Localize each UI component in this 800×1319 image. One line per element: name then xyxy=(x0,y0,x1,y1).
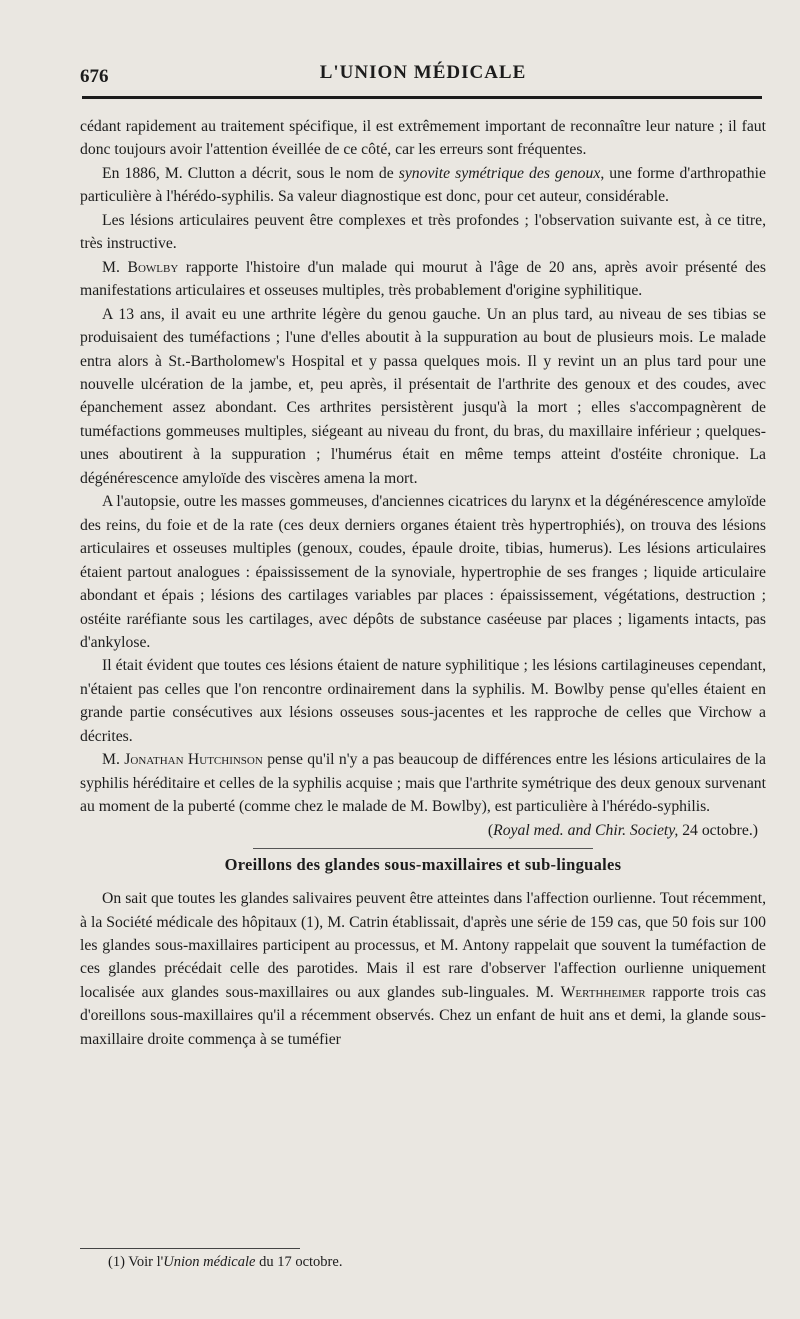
text-run: , une forme d'arthropathie particulière à l'hérédo-syphilis. Sa valeur diagnostique est donc, pour cet auteur, considérable. xyxy=(80,164,766,206)
author-name: Werthheimer xyxy=(560,983,646,1001)
author-name: Bowlby xyxy=(127,258,179,276)
paragraph: cédant rapidement au traitement spécifique, il est extrêmement important de reconnaître leur nature ; il faut donc toujours avoir l'attention éveillée de ce côté, car les erreurs sont fréquentes. xyxy=(80,118,766,159)
text-run: (1) Voir l' xyxy=(108,1254,164,1270)
paragraph xyxy=(80,887,766,1051)
footnote-rule xyxy=(80,1248,300,1249)
paragraph xyxy=(80,256,766,303)
text-run: M. xyxy=(102,751,125,769)
source-citation xyxy=(80,819,766,842)
paragraph xyxy=(80,748,766,818)
paragraph: Il était évident que toutes ces lésions étaient de nature syphilitique ; les lésions cartilagineuses cependant, n'étaient pas celles que l'on rencontre ordinairement dans la syphilis. M. Bowlby pense qu'elles étaient en grande partie consécutives aux lésions osseuses sous-jacentes et les rapproche de celles que Virchow a décrites. xyxy=(80,657,766,745)
paragraph: A 13 ans, il avait eu une arthrite légère du genou gauche. Un an plus tard, au niveau de ses tibias se produisaient des tuméfactions ; l'une d'elles aboutit à la suppuration au bout de plusieurs mois. Le malade entra alors à St.-Bartholomew's Hospital et y passa quelques mois. Il y revint un an plus tard pour une nouvelle ulcération de la jambe, et, peu après, il présentait de l'arthrite des genoux et des coudes, avec épanchement assez abondant. Ces arthrites persistèrent jusqu'à la mort ; elles s'accompagnèrent de tuméfactions gommeuses multiples, siégeant au niveau du front, du bras, du maxillaire inférieur ; quelques-unes aboutirent à la suppuration ; l'humérus était en même temps atteint d'ostéite chronique. La dégénérescence amyloïde des viscères amena la mort. xyxy=(80,305,766,487)
text-run: rapporte l'histoire d'un malade qui mourut à l'âge de 20 ans, après avoir présenté des manifestations articulaires et osseuses multiples, très probablement d'origine syphilitique. xyxy=(80,258,766,300)
paragraph: Les lésions articulaires peuvent être complexes et très profondes ; l'observation suivante est, à ce titre, très instructive. xyxy=(80,211,766,253)
article-body xyxy=(80,115,766,1051)
section-heading: Oreillons des glandes sous-maxillaires et sub-linguales xyxy=(224,855,622,875)
text-run: En 1886, M. Clutton a décrit, sous le nom de xyxy=(102,164,399,182)
author-name: Jonathan Hutchinson xyxy=(124,751,263,769)
page-number: 676 xyxy=(80,66,109,87)
running-title: L'UNION MÉDICALE xyxy=(319,62,527,83)
text-run: On sait que toutes les glandes salivaires peuvent être atteintes dans l'affection ourlienne. Tout récemment, à la Société médicale des hôpitaux (1), M. Catrin établissait, d'après une série de 159 cas, que 50 fois sur 100 les glandes sous-maxillaires participent au processus, et M. Antony rappelait que souvent la tuméfaction de ces glandes précédait celle des parotides. Mais il est rare d'observer l'affection ourlienne uniquement localisée aux glandes sous-maxillaires ou aux glandes sub-linguales. M. xyxy=(80,890,766,1001)
italic-source: Royal med. and Chir. Society, xyxy=(493,821,679,839)
section-divider xyxy=(253,848,593,849)
text-run: M. xyxy=(102,258,128,276)
page-header xyxy=(80,52,766,86)
text-run: ( xyxy=(487,821,494,839)
text-run: 24 octobre.) xyxy=(678,821,758,839)
paragraph: A l'autopsie, outre les masses gommeuses, d'anciennes cicatrices du larynx et la dégénérescence amyloïde des reins, du foie et de la rate (ces deux derniers organes étaient très hypertrophiés), on trouva des lésions articulaires et osseuses multiples (genoux, coudes, épaule droite, tibias, humerus). Les lésions articulaires étaient partout analogues : épaississement de la synoviale, hypertrophie de ses franges ; liquide articulaire abondant et épais ; lésions des cartilages variables par places : épaississement, végétations, destruction ; ostéite raréfiante sous les cartilages, avec dépôts de substance caséeuse par places ; ligaments intacts, pas d'ankylose. xyxy=(80,493,766,651)
header-rule xyxy=(82,96,762,99)
italic-term: synovite symétrique des genoux xyxy=(398,164,601,182)
text-run: rapporte trois cas d'oreillons sous-maxillaires qu'il a récemment observés. Chez un enfant de huit ans et demi, la glande sous-maxillaire droite commença à se tuméfier xyxy=(80,983,766,1048)
footnote xyxy=(108,1254,342,1271)
text-run: pense qu'il n'y a pas beaucoup de différences entre les lésions articulaires de la syphilis héréditaire et celles de la syphilis acquise ; mais que l'arthrite symétrique des deux genoux survenant au moment de la puberté (comme chez le malade de M. Bowlby), est particulière à l'hérédo-syphilis. xyxy=(80,751,767,816)
text-run: du 17 octobre. xyxy=(255,1254,343,1270)
paragraph xyxy=(80,162,766,209)
italic-source: Union médicale xyxy=(163,1254,256,1270)
